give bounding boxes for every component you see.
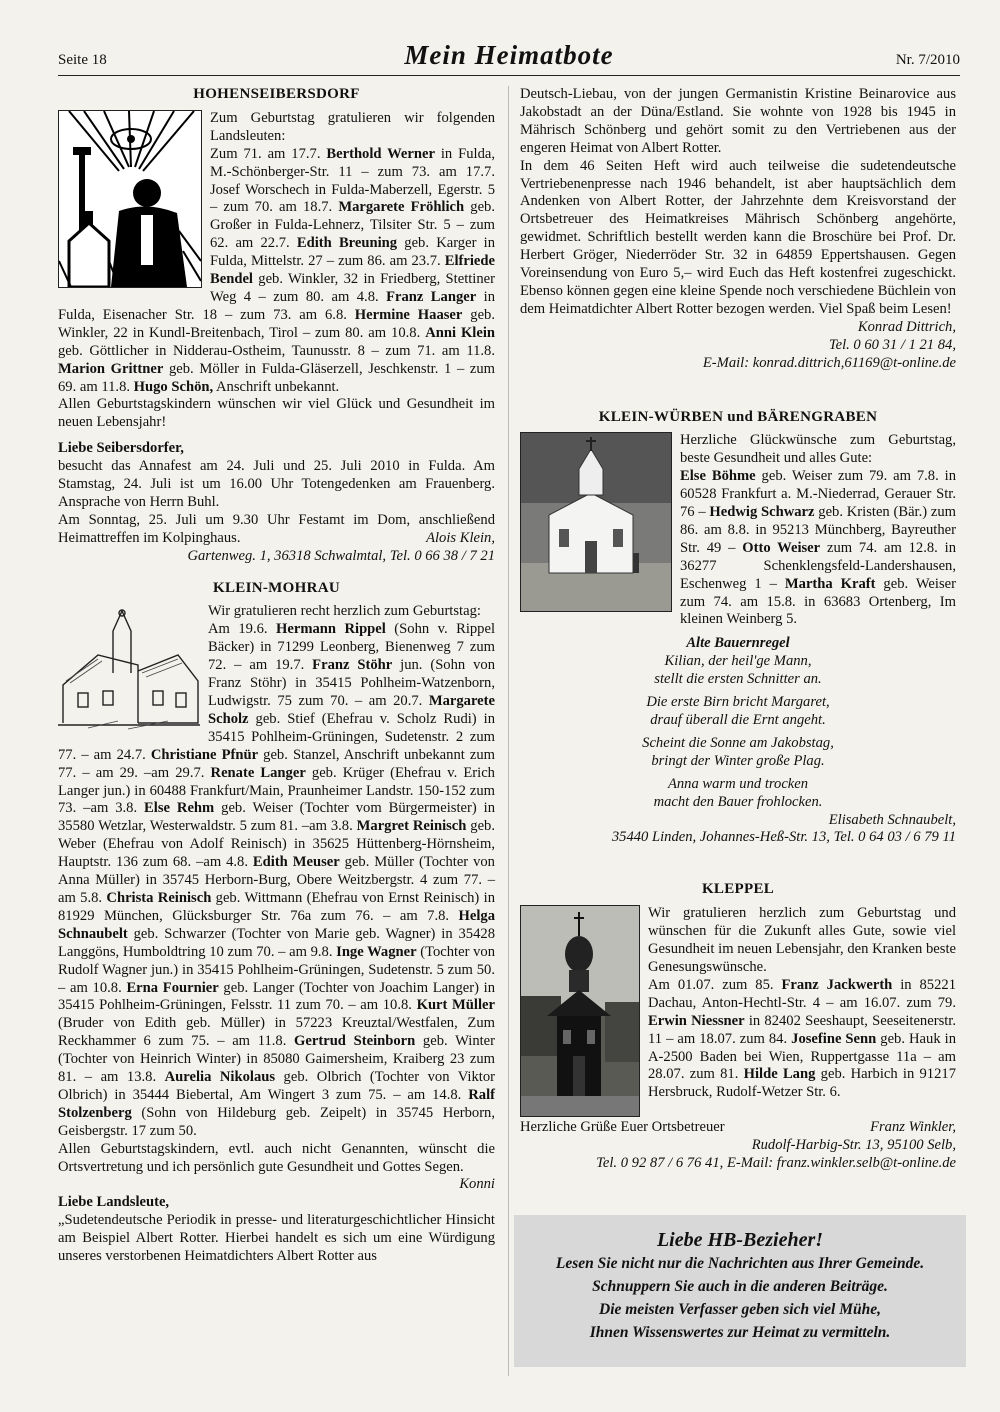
greeting-heading: Liebe Landsleute, — [58, 1194, 170, 1211]
column-divider — [508, 86, 509, 1376]
notice-line: Ihnen Wissenswertes zur Heimat zu vermitteln. — [589, 1324, 891, 1341]
section-title: KLEPPEL — [701, 881, 775, 898]
rotter-brochure-text: In dem 46 Seiten Heft wird auch teilweise die sudetendeutsche Vertriebenenpresse nach 1946 behandelt, ist aber hauptsächlich dem Andenken von Albert Rotter, der Jahrzehnte dem Kreisvorstand der Ortsbetreuer des Heimatkreises Mährisch Schönberg angehörte, gewidmet. Schriftlich bestellt werden kann die Broschüre bei Prof. Dr. Herbert Gröger, Niederröder Str. 32 in 64859 Eppertshausen. Gegen Voreinsendung von Euro 5,– wird Euch das Heft kostenfrei zugeschickt. Ebenso können gegen eine kleine Spende noch verschiedene Büchlein von dem Heimatdichter Albert Rotter bezogen werden. Viel Spaß beim Lesen! — [520, 157, 956, 317]
section-rotter-continued — [520, 86, 956, 373]
section-kleppel — [520, 881, 956, 1173]
reader-notice-box — [514, 1215, 966, 1367]
greeting-heading: Liebe Seibersdorfer, — [58, 440, 184, 457]
notice-line: Schnuppern Sie auch in die anderen Beiträge. — [592, 1278, 888, 1295]
page-number: Seite 18 — [58, 52, 107, 68]
masthead-logo: Mein Heimatbote — [404, 40, 614, 70]
poem-line: macht den Bauer frohlocken. — [653, 793, 823, 810]
poem-line: stellt die ersten Schnitter an. — [654, 671, 822, 688]
signature-email: E-Mail: konrad.dittrich,61169@t-online.de — [702, 354, 956, 371]
notice-line: Lesen Sie nicht nur die Nachrichten aus Ihrer Gemeinde. — [555, 1255, 925, 1272]
section-title: HOHENSEIBERSDORF — [193, 86, 360, 102]
annafest-text: besucht das Annafest am 24. Juli und 25. Juli 2010 in Fulda. Am Stamstag, 24. Juli ist um 16.00 Uhr Totengedenken am Frauenberg. Ansprache von Herrn Buhl. — [58, 458, 495, 510]
intro-text: Zum Geburtstag gratulieren wir folgenden Landsleuten: — [210, 109, 495, 144]
left-column — [58, 86, 495, 1266]
birthday-list: Zum 71. am 17.7. Berthold Werner in Fulda, M.-Schönberger-Str. 11 – zum 73. am 17.7. Josef Worschech in Fulda-Maberzell, Egerstr. 5 – zum 70. am 18.7. Margarete Fröhlich geb. Großer in Fulda-Lehnerz, Tilsiter Str. 5 – zum 62. am 22.7. Edith Breuning geb. Karger in Fulda, Mittelstr. 27 – zum 86. am 23.7. Elfriede Bendel geb. Winkler, 32 in Friedberg, Stettiner Weg 4 – zum 80. am 4.8. Franz Langer in Fulda, Eisenacher Str. 18 – zum 73. am 6.8. Hermine Haaser geb. Winkler, 22 in Kundl-Breitenbach, Tirol – zum 80. am 10.8. Anni Klein geb. Göttlicher in Nidderau-Ostheim, Taunusstr. 8 – zum 71. am 11.8. Marion Grittner geb. Möller in Fulda-Gläserzell, Jeschkenstr. 1 – zum 69. am 11.8. Hugo Schön, Anschrift unbekannt. — [58, 145, 496, 395]
poem-line: Die erste Birn bricht Margaret, — [646, 694, 830, 711]
signature-name: Franz Winkler, — [870, 1119, 956, 1136]
poem-line: bringt der Winter große Plag. — [651, 752, 825, 769]
signature-name: Alois Klein, — [426, 529, 495, 546]
section-hohenseibersdorf — [58, 86, 495, 566]
intro-text: Wir gratulieren recht herzlich zum Geburtstag: — [208, 603, 481, 620]
signature-address: Rudolf-Harbig-Str. 13, 95100 Selb, — [751, 1137, 956, 1154]
signature-address: Gartenweg. 1, 36318 Schwalmtal, Tel. 0 66 38 / 7 21 — [187, 547, 495, 564]
poem-title: Alte Bauernregel — [686, 635, 790, 652]
section-title: KLEIN-MOHRAU — [213, 579, 340, 596]
poem-line: Anna warm und trocken — [667, 775, 809, 792]
signature-phone: Tel. 0 60 31 / 1 21 84, — [828, 336, 956, 353]
birthday-list: Else Böhme geb. Weiser zum 79. am 7.8. in 60528 Frankfurt a. M.-Niederrad, Gerauer Str. 76 – Hedwig Schwarz geb. Kristen (Bär.) zum 86. am 8.8. in 95213 Münchberg, Bayreuther Str. 49 – Otto Weiser zum 74. am 12.8. in 36277 Schenklengsfeld-Landershausen, Eschenweg 1 – Martha Kraft geb. Weiser zum 74. am 15.8. in 63683 Ortenberg, Im kleinen Weinberg 5. — [680, 468, 957, 628]
wishes-text: Allen Geburtstagskindern wünschen wir viel Glück und Gesundheit im neuen Lebensjahr! — [58, 396, 495, 431]
rotter-text: „Sudetendeutsche Periodik in presse- und literaturgeschichtlicher Hinsicht am Beispiel Albert Rotter. Hierbei handelt es sich um eine Würdigung unseres verstorbenen Heimatdichters Albert Rotter aus — [58, 1212, 495, 1265]
issue-number: Nr. 7/2010 — [895, 52, 960, 68]
bell-tower-photo — [520, 905, 640, 1117]
farmer-rules-poem — [520, 635, 956, 811]
rotter-text-cont: Deutsch-Liebau, von der jungen Germanistin Kristine Beinarovice aus Jakobstadt an der Düna/Estland. Sie wohnte von 1928 bis 1945 in Mährisch Schönberg und gehört somit zu den Vertriebenen aus der engeren Heimat von Albert Rotter. — [520, 86, 956, 156]
woodcut-illustration-priest — [58, 110, 202, 288]
signature-name: Konni — [459, 1176, 495, 1193]
greeting-line: Herzliche Grüße Euer Ortsbetreuer Franz Winkler, — [520, 1119, 956, 1136]
page-header — [58, 40, 960, 74]
wishes-text: Allen Geburtstagskindern, evtl. auch nicht Genannten, wünscht die Ortsvertretung und ich persönlich gute Gesundheit und Gottes Segen. Konni — [58, 1140, 495, 1193]
birthday-list: Am 01.07. zum 85. Franz Jackwerth in 85221 Dachau, Anton-Hechtl-Str. 4 – am 16.07. zum 79. Erwin Niessner in 82402 Seeshaupt, Seeseitenerstr. 11 – am 18.07. zum 84. Josefine Senn geb. Hauk in A-2500 Baden bei Wien, Ruppertgasse 11a – am 28.07. zum 81. Hilde Lang geb. Harbich in 91217 Hersbruck, Rudolf-Wetzer Str. 6. — [648, 976, 957, 1101]
notice-title: Liebe HB-Bezieher! — [656, 1229, 824, 1251]
signature-name: Elisabeth Schnaubelt, — [828, 811, 956, 828]
section-klein-wuerben — [520, 409, 956, 848]
church-village-illustration — [58, 603, 200, 733]
signature-address: 35440 Linden, Johannes-Heß-Str. 13, Tel. 0 64 03 / 6 79 11 — [611, 829, 956, 846]
intro-text: Herzliche Glückwünsche zum Geburtstag, beste Gesundheit und alles Gute: — [680, 432, 956, 467]
poem-line: Scheint die Sonne am Jakobstag, — [642, 734, 834, 751]
festamt-text: Am Sonntag, 25. Juli um 9.30 Uhr Festamt im Dom, anschließend Heimattreffen im Kolpinghaus. Alois Klein, — [58, 511, 495, 546]
signature-name: Konrad Dittrich, — [857, 318, 956, 335]
section-title: KLEIN-WÜRBEN und BÄRENGRABEN — [598, 408, 878, 425]
notice-line: Die meisten Verfasser geben sich viel Mühe, — [599, 1301, 881, 1318]
chapel-photo — [520, 432, 672, 612]
right-column — [520, 86, 956, 1173]
poem-line: Kilian, der heil'ge Mann, — [664, 653, 812, 670]
poem-line: drauf überall die Ernt angeht. — [650, 712, 826, 728]
header-rule — [58, 75, 960, 76]
section-klein-mohrau — [58, 580, 495, 1266]
intro-text: Wir gratulieren herzlich zum Geburtstag und wünschen für die Zukunft alles Gute, sowie viel Gesundheit im neuen Lebensjahr, den Kranken beste Genesungswünsche. — [648, 905, 956, 975]
signature-contact: Tel. 0 92 87 / 6 76 41, E-Mail: franz.winkler.selb@t-online.de — [596, 1155, 956, 1172]
birthday-list: Am 19.6. Hermann Rippel (Sohn v. Rippel Bäcker) in 71299 Leonberg, Bienenweg 7 zum 72. – am 19.7. Franz Stöhr jun. (Sohn von Franz Stöhr) in 35415 Pohlheim-Watzenborn, Ludwigstr. 75 zum 70. – am 20.7. Margarete Scholz geb. Stief (Ehefrau v. Scholz Rudi) in 35415 Pohlheim-Grüningen, Sudetenstr. 2 zum 77. – am 24.7. Christiane Pfnür geb. Stanzel, Anschrift unbekannt zum 77. – am 29. –am 29.7. Renate Langer geb. Krüger (Ehefrau v. Erich Langer jun.) in 60488 Frankfurt/Main, Praunheimer Landstr. 150-152 zum 73. –am 3.8. Else Rehm geb. Weiser (Tochter vom Bürgermeister) in 35580 Wetzlar, Westerwaldstr. 5 zum 81. –am 3.8. Margret Reinisch geb. Weber (Ehefrau von Adolf Reinisch) in 35625 Hüttenberg-Hörnsheim, Hauptstr. 136 zum 68. –am 4.8. Edith Meuser geb. Müller (Tochter von Anna Müller) in 35745 Herborn-Burg, Obere Weitzbergstr. 4 zum 77. – am 5.8. Christa Reinisch geb. Wittmann (Ehefrau von Ernst Reinisch) in 81929 München, Glücksburger Str. 76a zum 76. – am 7.8. Helga Schnaubelt geb. Schwarzer (Tochter von Marie geb. Wagner) in 35428 Langgöns, Humboldtring 10 zum 70. – am 9.8. Inge Wagner (Tochter von Rudolf Wagner jun.) in 35415 Pohlheim-Grüningen, Sudetenstr. 5 zum 50. – am 10.8. Erna Fournier geb. Langer (Tochter von Joachim Langer) in 35415 Pohlheim-Grüningen, Felsstr. 11 zum 70. – am 10.8. Kurt Müller (Bruder von Edith geb. Müller) in 57223 Kreuztal/Westfalen, Zum Reckhammer 6 zum 75. – am 11.8. Gertrud Steinborn geb. Winter (Tochter von Heinrich Winter) in 85080 Gaimersheim, Kraiberg 23 zum 81. – am 13.8. Aurelia Nikolaus geb. Olbrich (Tochter von Viktor Olbrich) in 35444 Biebertal, Am Wingert 3 zum 75. – am 14.8. Ralf Stolzenberg (Sohn von Hildeburg geb. Zeipelt) in 35745 Herborn, Geisbergstr. 17 zum 50. — [58, 621, 496, 1139]
